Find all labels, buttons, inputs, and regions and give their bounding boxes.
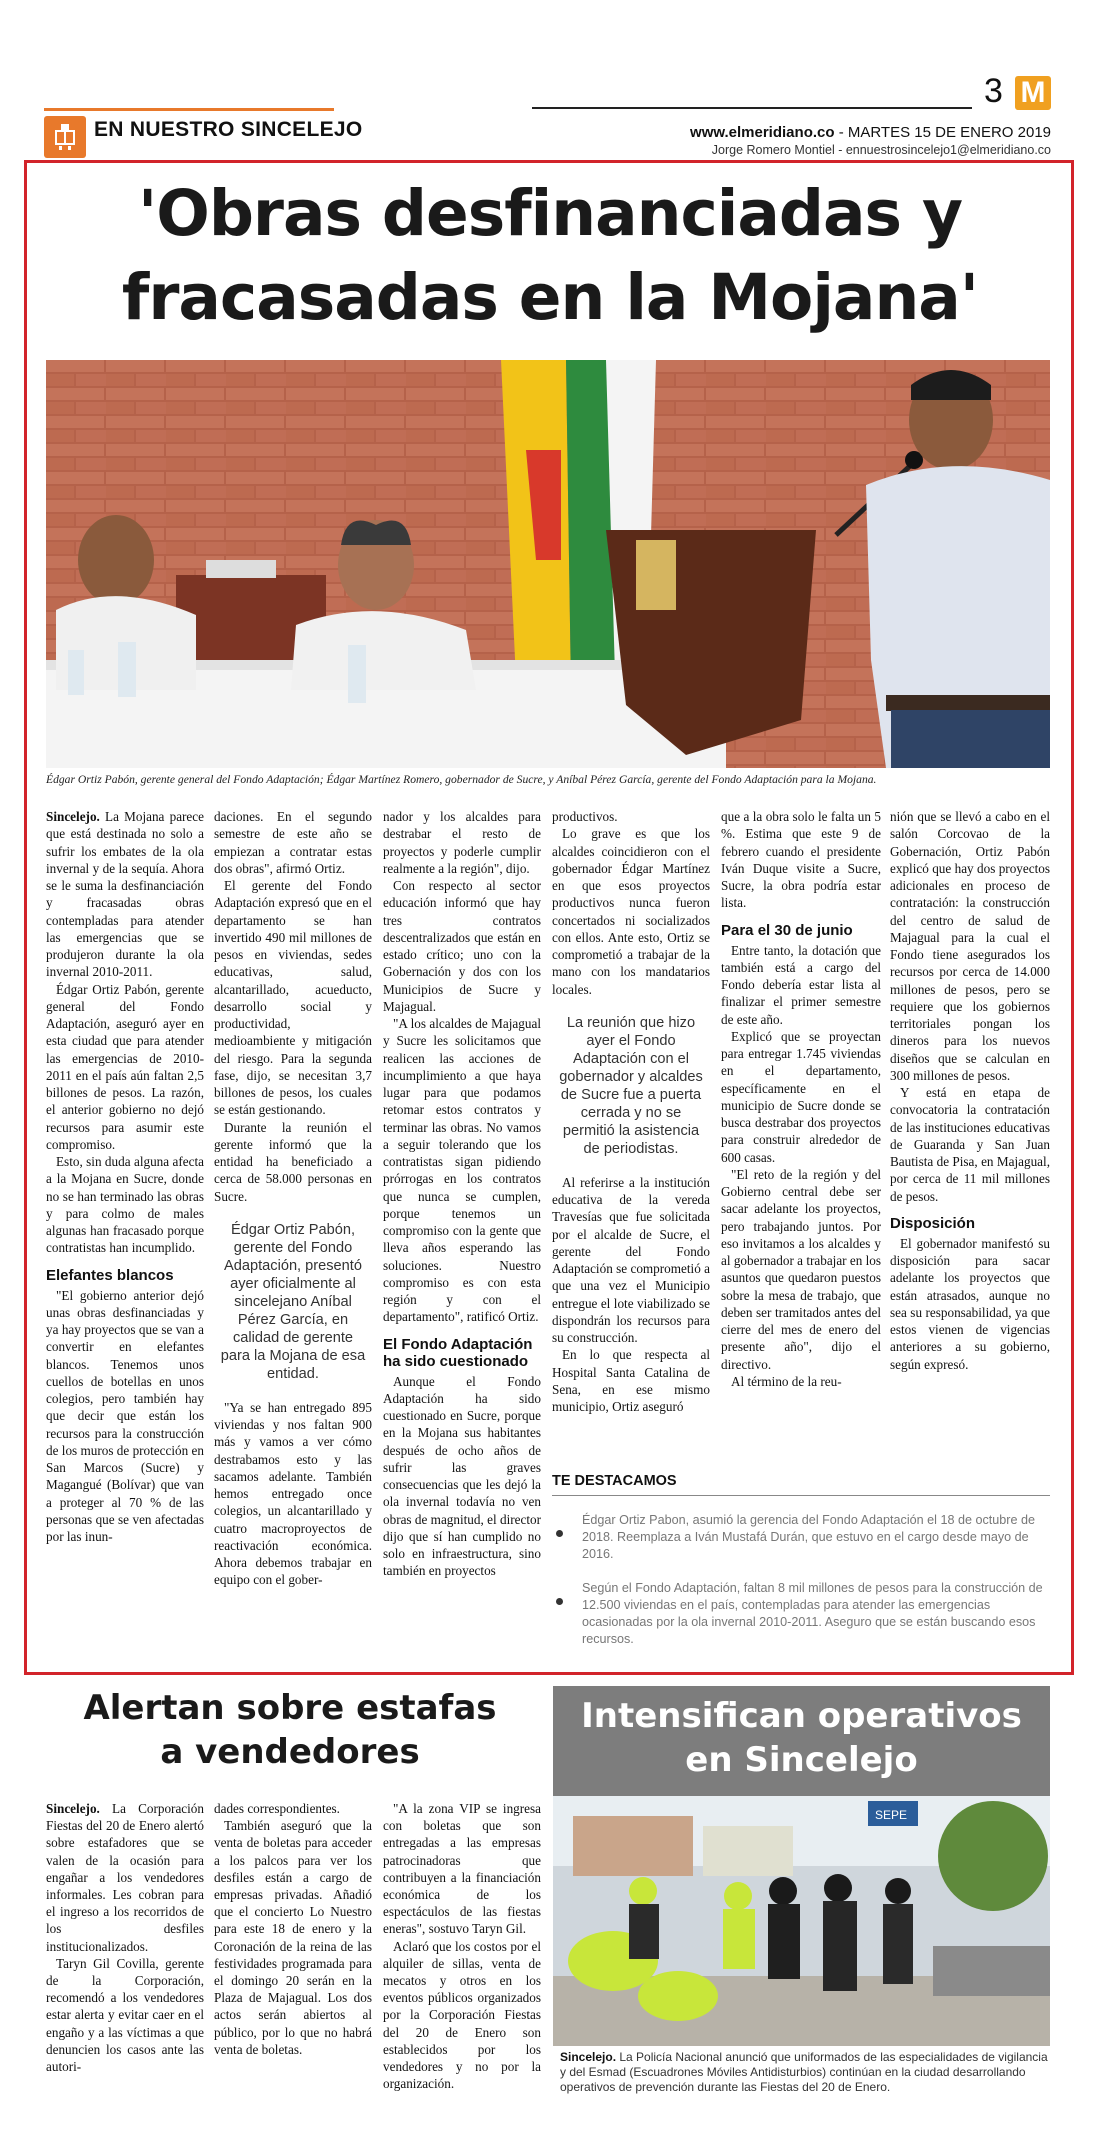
page-number: 3 xyxy=(984,72,1003,110)
pull-quote: Édgar Ortiz Pabón, gerente del Fondo Adaptación, presentó ayer oficialmente al sincelejano Aníbal Pérez García, en calidad de gerente para la Mojana de esa entidad. xyxy=(220,1221,366,1382)
photo-caption xyxy=(560,2050,1050,2095)
headline-line: Alertan sobre estafas xyxy=(83,1688,497,1728)
paragraph: Aunque el Fondo Adaptación ha sido cuestionado en Sucre, porque en la Mojana sus habitantes después de ocho años de sufrir las graves consecuencias que les dejó la ola invernal todavía no ven obras de magnitud, el director dijo que sí han cumplido no solo en infraestructura, sino también en proyectos xyxy=(383,1373,541,1579)
article-column xyxy=(890,808,1050,1373)
section-icon xyxy=(44,116,86,158)
paragraph: que a la obra solo le falta un 5 %. Estima que este 9 de febrero cuando el presidente Iván Duque visite a Sucre, Sucre, la obra podría estar lista. xyxy=(721,809,881,911)
article-column xyxy=(214,808,372,1589)
paragraph: Al referirse a la institución educativa de la vereda Travesías que fue solicitada por el alcalde de Sucre, el gerente del Fondo Adaptación se comprometió a que una vez el Municipio entregue el lote viabilizado se dispondrán los recursos para su construcción. xyxy=(552,1174,710,1345)
paragraph: El gerente del Fondo Adaptación expresó que en el departamento se han invertido 490 mil millones de pesos en viviendas, sedes educativas, salud, alcantarillado, acueducto, desarrollo social y productividad, medioambiente y mitigación del riesgo. Para la segunda fase, dijo, se necesitan 3,7 billones de pesos, los cuales se están gestionando. xyxy=(214,878,372,1118)
site-url[interactable]: www.elmeridiano.co xyxy=(690,124,835,141)
section-title: EN NUESTRO SINCELEJO xyxy=(94,118,363,141)
article-column xyxy=(552,808,710,1415)
article-column xyxy=(383,1800,541,2092)
paragraph: "El gobierno anterior dejó unas obras desfinanciadas y ya hay proyectos que se van a convertir en elefantes blancos. Tenemos unos cuellos de botellas en unos colegios, pero también hay que decir que están los recursos para la construcción de los muros de protección en San Marcos (Sucre) y Magangué (Bolívar) que van a proteger al 70 % de las personas que se ven afectadas por las inun- xyxy=(46,1287,204,1544)
highlight-item: Édgar Ortiz Pabon, asumió la gerencia del Fondo Adaptación el 18 de octubre de 2018. Reemplaza a Iván Mustafá Durán, que estuvo en el cargo desde mayo de 2016. xyxy=(582,1513,1035,1561)
paragraph: Durante la reunión el gerente informó que la entidad ha beneficiado a cerca de 58.000 personas en Sucre. xyxy=(214,1119,372,1204)
pull-quote: La reunión que hizo ayer el Fondo Adaptación con el gobernador y alcaldes de Sucre fue a puerta cerrada y no se permitió la asistencia de periodistas. xyxy=(559,1014,703,1157)
paragraph xyxy=(46,1800,204,1955)
byline: Jorge Romero Montiel - ennuestrosincelejo1@elmeridiano.co xyxy=(711,143,1051,157)
paragraph: "El reto de la región y del Gobierno central debe ser sacar adelante los proyectos, pero trabajando juntos. Por eso invitamos a los alcaldes y al gobernador a trabajar en los asuntos que quedaron puestos sobre la mesa de trabajo, que deben ser tramitados antes del cierre del mes de enero del presente año", dijo el directivo. xyxy=(721,1166,882,1372)
story-headline xyxy=(46,1686,534,1774)
header-rule xyxy=(532,107,972,109)
newspaper-logo: M xyxy=(1015,76,1051,110)
bullet-icon xyxy=(556,1530,563,1537)
article-column xyxy=(721,808,881,1390)
highlight-item: Según el Fondo Adaptación, faltan 8 mil millones de pesos para la construcción de 12.500 viviendas en el país, contempladas para atender las emergencias ocasionadas por la ola invernal 2010-2011. Aseguro que se están buscando esos recursos. xyxy=(582,1581,1043,1646)
paragraph: Explicó que se proyectan para entregar 1.745 viviendas en el departamento, específicamente en el municipio de Sucre donde se busca destrabar dos proyectos para construir alrededor de 600 casas. xyxy=(721,1028,881,1165)
article-column xyxy=(46,1800,204,2075)
paragraph: Édgar Ortiz Pabón, gerente general del Fondo Adaptación, aseguró ayer en esta ciudad que para atender las emergencias de 2010-2011 en el país aún faltan 2,5 billones de pesos. La razón, el anterior gobierno no dejó recursos para asumir este compromiso. xyxy=(46,981,204,1152)
headline-line: en Sincelejo xyxy=(685,1740,918,1780)
street-sign-text: SEPE xyxy=(875,1808,908,1822)
paragraph-text: La Mojana parece que está destinada no solo a sufrir los embates de la ola invernal y de la sequía. Ahora se le suma la desfinanciación y fracasadas obras contempladas para atender las emergencias que se produjeron durante la ola invernal 2010-2011. xyxy=(46,809,204,980)
paragraph: Taryn Gil Covilla, gerente de la Corporación, recomendó a los vendedores estar alerta y evitar caer en el engaño y a las víctimas a que denuncien los casos ante las autori- xyxy=(46,1955,204,2075)
paragraph: "A la zona VIP se ingresa con boletas que son entregadas a las empresas patrocinadoras que contribuyen a la financiación económica de los espectáculos de las fiestas eneras", sostuvo Taryn Gil. xyxy=(383,1801,541,1937)
paragraph: productivos. xyxy=(552,809,618,824)
paragraph: También aseguró que la venta de boletas para acceder a los palcos para ver los desfiles están a cargo de empresas privadas. Añadió que el concierto Lo Nuestro para este 18 de enero y la Coronación de la reina de las festividades programada para el domingo 20 serán en la Plaza de Majagual. Los dos actos serán abiertos al público, por lo que no habrá venta de boletas. xyxy=(214,1818,372,2057)
story-headline xyxy=(553,1694,1050,1782)
header-accent-rule xyxy=(44,108,334,111)
headline-line: fracasadas en la Mojana' xyxy=(121,261,979,334)
dateline: Sincelejo. xyxy=(46,1801,100,1816)
headline-line: Intensifican operativos xyxy=(581,1696,1022,1736)
dateline: Sincelejo. xyxy=(560,2050,617,2064)
meeting-photo xyxy=(46,360,1050,768)
paragraph: Al término de la reu- xyxy=(731,1373,842,1389)
paragraph: Aclaró que los costos por el alquiler de sillas, venta de mecatos y otros en los eventos públicos organizados por la Corporación Fiestas del 20 de Enero son establecidos por los vendedores y no por la organización. xyxy=(383,1938,541,2092)
article-column xyxy=(383,808,541,1580)
paragraph: Esto, sin duda alguna afecta a la Mojana en Sucre, donde no se han terminado las obras y para colmo de males algunas han fracasado porque contratistas han incumplido. xyxy=(46,1154,204,1256)
headline-line: 'Obras desfinanciadas y xyxy=(137,177,963,250)
paragraph: Entre tanto, la dotación que también está a cargo del Fondo debería estar lista al finalizar el primer semestre de este año. xyxy=(721,942,881,1027)
issue-date: - MARTES 15 DE ENERO 2019 xyxy=(834,124,1051,141)
paragraph: El gobernador manifestó su disposición para sacar adelante los proyectos que están atrasados, aunque no sea su responsabilidad, ya que estos vienen de vigencias anteriores a su gobierno, según expresó. xyxy=(890,1235,1050,1372)
paragraph: Lo grave es que los alcaldes coincidieron con el gobernador Édgar Martínez en que esos proyectos productivos nunca fueron concertados ni socializados con ellos. Ante esto, Ortiz se comprometió a trabajar de la mano con los mandatarios locales. xyxy=(552,826,710,997)
paragraph: En lo que respecta al Hospital Santa Catalina de Sena, en ese mismo municipio, Ortiz aseguró xyxy=(552,1347,710,1414)
headline-line: a vendedores xyxy=(160,1732,420,1772)
site-date-line xyxy=(690,124,1051,141)
highlights-rule xyxy=(552,1495,1050,1496)
paragraph-text: La Corporación Fiestas del 20 de Enero alertó sobre estafadores que se valen de la ocasión para engañar a los vendedores informales. Les cobran para el ingreso a los recorridos de los desfiles institucionalizados. xyxy=(46,1801,204,1954)
caption-text: La Policía Nacional anunció que uniformados de las especialidades de vigilancia y del Esmad (Escuadrones Móviles Antidisturbios) continúan en la ciudad desarrollando operativos de prevención durante las Fiestas del 20 de Enero. xyxy=(560,2050,1048,2094)
paragraph: nión que se llevó a cabo en el salón Corcovao de la Gobernación, Ortiz Pabón explicó que hay dos proyectos adicionales en proceso de contratación: la construcción del centro de salud de Majagual para la cual el Fondo tiene asegurados los recursos por cerca de 14.000 millones de pesos, pero se requiere que los gobiernos territoriales pongan los dineros para los nuevos diseños que se calculan en 300 millones de pesos. xyxy=(890,809,1050,1083)
paragraph: dades correspondientes. xyxy=(214,1801,340,1816)
photo-caption: Édgar Ortiz Pabón, gerente general del Fondo Adaptación; Édgar Martínez Romero, gobernador de Sucre, y Aníbal Pérez García, gerente del Fondo Adaptación para la Mojana. xyxy=(46,773,877,786)
paragraph: Con respecto al sector educación informó que hay tres contratos descentralizados que están en estado crítico; uno con la Gobernación y dos con los Municipios de Sucre y Majagual. xyxy=(383,878,541,1014)
paragraph: "A los alcaldes de Majagual y Sucre les solicitamos que realicen las acciones de incumplimiento a que haya lugar para que podamos retomar estos contratos y terminar las obras. No vamos a seguir tolerando que los contratistas sigan pidiendo prórrogas en los contratos que nunca se cumplen, porque tenemos un compromiso con la gente que lleva años esperando las soluciones. Nuestro compromiso es con esta región y con el departamento", ratificó Ortiz. xyxy=(383,1016,541,1325)
article-column xyxy=(214,1800,372,2058)
paragraph: nador y los alcaldes para destrabar el resto de proyectos y poderle cumplir realmente a la región", dijo. xyxy=(383,809,541,876)
paragraph: "Ya se han entregado 895 viviendas y nos faltan 900 más y vamos a ver cómo destrabamos esto y las sacamos adelante. También hemos entregado once colegios, un alcantarillado y cuatro macroproyectos de reactivación económica. Ahora debemos trabajar en equipo con el gober- xyxy=(214,1399,372,1588)
main-headline xyxy=(30,172,1070,340)
paragraph: daciones. En el segundo semestre de este año se empiezan a contratar estas dos obras", afirmó Ortiz. xyxy=(214,809,372,876)
subheading: El Fondo Adaptación ha sido cuestionado xyxy=(383,1335,533,1370)
dateline: Sincelejo. xyxy=(46,809,100,824)
police-photo xyxy=(553,1796,1050,2046)
paragraph xyxy=(46,808,204,981)
paragraph: Y está en etapa de convocatoria la contratación de las instituciones educativas de Guaranda y San Juan Bautista de Pisa, en Majagual, por cerca de 11 mil millones de pesos. xyxy=(890,1085,1050,1204)
article-column xyxy=(46,808,204,1545)
highlights-title: TE DESTACAMOS xyxy=(552,1473,677,1489)
subheading: Elefantes blancos xyxy=(46,1266,174,1284)
subheading: Para el 30 de junio xyxy=(721,921,853,939)
subheading: Disposición xyxy=(890,1214,976,1232)
bullet-icon xyxy=(556,1598,563,1605)
